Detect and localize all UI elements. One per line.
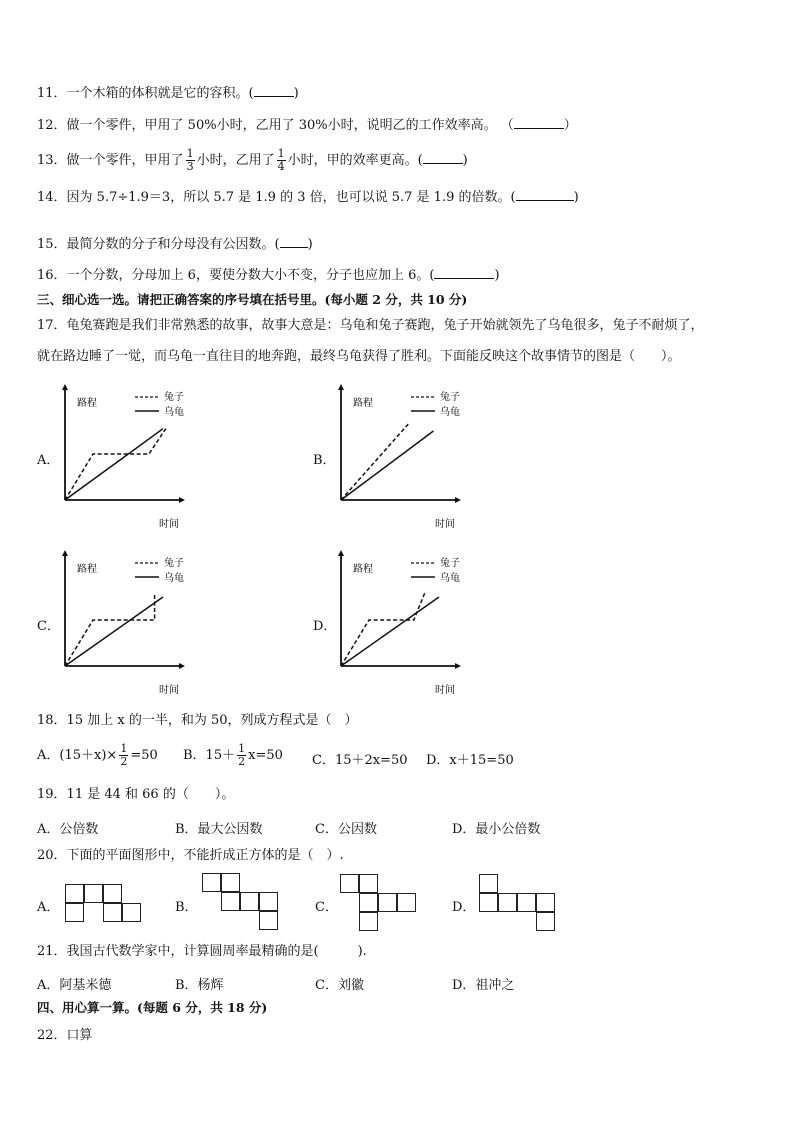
question-18: 18．15 加上 x 的一半，和为 50，列成方程式是（ ）: [37, 713, 358, 728]
net-square: [221, 873, 240, 892]
option-a[interactable]: A．公倍数: [37, 822, 99, 837]
x-axis-arrow: [455, 497, 461, 503]
fraction-one-quarter: $\frac{1}{4}$: [277, 147, 285, 173]
race-chart: [313, 548, 463, 698]
answer-blank[interactable]: [254, 84, 294, 97]
option-d[interactable]: D．x＋15=50: [426, 753, 514, 768]
tortoise-series-line: [65, 429, 163, 500]
question-19: 19．11 是 44 和 66 的（ ）。: [37, 787, 235, 802]
question-text: 一个分数，分母加上 6，要使分数大小不变，分子也应加上 6。(: [66, 268, 435, 283]
question-22: 22．口算: [37, 1028, 93, 1043]
answer-blank[interactable]: [280, 235, 308, 248]
question-text: 最简分数的分子和分母没有公因数。(: [66, 237, 280, 252]
section-heading-4: 四、用心算一算。(每题 6 分，共 18 分): [37, 1000, 268, 1015]
option-b[interactable]: B．最大公因数: [175, 822, 263, 837]
net-square: [84, 884, 103, 903]
x-axis-label: 时间: [159, 519, 179, 530]
net-square: [340, 874, 359, 893]
tortoise-series-line: [341, 597, 439, 666]
option-d[interactable]: D．最小公倍数: [452, 822, 541, 837]
net-square: [397, 893, 416, 912]
x-axis-label: 时间: [435, 519, 455, 530]
question-15: 15．最简分数的分子和分母没有公因数。( ): [37, 237, 313, 252]
x-axis-arrow: [179, 663, 185, 669]
y-axis-arrow: [62, 384, 68, 390]
legend-label-tortoise: 乌龟: [440, 573, 460, 584]
answer-blank[interactable]: [516, 188, 574, 201]
question-17-line2: 就在路边睡了一觉，而乌龟一直往目的地奔跑，最终乌龟获得了胜利。下面能反映这个故事情节的图是（ ）。: [37, 349, 681, 364]
y-axis-label: 路程: [353, 398, 373, 409]
net-square: [65, 884, 84, 903]
question-20: 20．下面的平面图形中，不能折成正方体的是（ ）.: [37, 848, 344, 863]
legend-label-rabbit: 兔子: [440, 392, 460, 403]
option-d[interactable]: D．祖冲之: [452, 978, 515, 993]
legend-label-rabbit: 兔子: [164, 392, 184, 403]
option-a-label[interactable]: A．: [37, 900, 60, 915]
legend-label-rabbit: 兔子: [440, 558, 460, 569]
option-a[interactable]: A．阿基米德: [37, 978, 112, 993]
net-square: [240, 892, 259, 911]
net-square: [122, 903, 141, 922]
legend-label-tortoise: 乌龟: [164, 573, 184, 584]
question-number: 15．: [37, 237, 67, 252]
y-axis-arrow: [62, 550, 68, 556]
rabbit-series-line: [341, 592, 425, 666]
y-axis-label: 路程: [77, 398, 97, 409]
net-square: [359, 912, 378, 931]
net-square: [479, 874, 498, 893]
legend-label-tortoise: 乌龟: [164, 407, 184, 418]
fraction-one-third: $\frac{1}{3}$: [186, 147, 194, 173]
tortoise-series-line: [341, 431, 433, 500]
net-square: [536, 893, 555, 912]
race-chart: [313, 382, 463, 532]
net-square: [65, 903, 84, 922]
question-13: 13．做一个零件，甲用了 $\frac{1}{3}$ 小时，乙用了 $\frac{1}{4}$ 小时，甲的效率更高。( ): [37, 147, 468, 173]
x-axis-arrow: [455, 663, 461, 669]
question-number: 13．: [37, 153, 67, 168]
net-square: [517, 893, 536, 912]
question-11: 11．一个木箱的体积就是它的容积。( ): [37, 86, 299, 101]
question-text: 一个木箱的体积就是它的容积。(: [66, 86, 254, 101]
net-square: [259, 911, 278, 930]
net-square: [378, 893, 397, 912]
answer-blank[interactable]: [434, 266, 494, 279]
net-square: [479, 893, 498, 912]
option-c[interactable]: C．15＋2x=50: [312, 753, 408, 768]
option-b-label[interactable]: B．: [175, 900, 198, 915]
chart-option-label[interactable]: C．: [37, 619, 60, 634]
option-c[interactable]: C．刘徽: [315, 978, 364, 993]
question-text: 做一个零件，甲用了 50%小时，乙用了 30%小时，说明乙的工作效率高。 （: [66, 118, 514, 133]
net-square: [359, 893, 378, 912]
x-axis-label: 时间: [435, 685, 455, 696]
option-c[interactable]: C．公因数: [315, 822, 377, 837]
question-12: 12．做一个零件，甲用了 50%小时，乙用了 30%小时，说明乙的工作效率高。 （ ）: [37, 118, 577, 133]
x-axis-arrow: [179, 497, 185, 503]
legend-label-rabbit: 兔子: [164, 558, 184, 569]
answer-blank[interactable]: [423, 151, 463, 164]
net-square: [359, 874, 378, 893]
net-square: [103, 884, 122, 903]
y-axis-label: 路程: [353, 564, 373, 575]
question-14: 14．因为 5.7÷1.9＝3，所以 5.7 是 1.9 的 3 倍，也可以说 5.7 是 1.9 的倍数。( ): [37, 190, 579, 205]
y-axis-label: 路程: [77, 564, 97, 575]
y-axis-arrow: [338, 550, 344, 556]
net-square: [221, 892, 240, 911]
answer-blank[interactable]: [514, 116, 564, 129]
y-axis-arrow: [338, 384, 344, 390]
question-number: 14．: [37, 190, 67, 205]
legend-label-tortoise: 乌龟: [440, 407, 460, 418]
rabbit-series-line: [65, 595, 155, 666]
rabbit-series-line: [341, 424, 408, 500]
option-d-label[interactable]: D．: [452, 900, 476, 915]
question-21: 21．我国古代数学家中，计算圆周率最精确的是( ).: [37, 944, 367, 959]
net-square: [103, 903, 122, 922]
option-b[interactable]: B．15＋ $\frac{1}{2}$ x=50: [183, 742, 283, 768]
question-number: 11．: [37, 86, 67, 101]
question-17-line1: 17．龟兔赛跑是我们非常熟悉的故事，故事大意是：乌龟和兔子赛跑，兔子开始就领先了乌龟很多，兔子不耐烦了，: [37, 318, 704, 333]
chart-option-label[interactable]: D．: [313, 619, 337, 634]
question-text: 因为 5.7÷1.9＝3，所以 5.7 是 1.9 的 3 倍，也可以说 5.7 是 1.9 的倍数。(: [66, 190, 516, 205]
x-axis-label: 时间: [159, 685, 179, 696]
question-16: 16．一个分数，分母加上 6，要使分数大小不变，分子也应加上 6。( ): [37, 268, 500, 283]
option-c-label[interactable]: C．: [315, 900, 338, 915]
race-chart: [37, 382, 187, 532]
question-number: 12．: [37, 118, 67, 133]
option-b[interactable]: B．杨辉: [175, 978, 224, 993]
tortoise-series-line: [65, 597, 163, 666]
question-number: 16．: [37, 268, 67, 283]
net-square: [202, 873, 221, 892]
chart-option-label[interactable]: A．: [37, 453, 60, 468]
race-chart: [37, 548, 187, 698]
option-a[interactable]: A．(15＋x)× $\frac{1}{2}$ =50: [37, 742, 158, 768]
section-heading-3: 三、细心选一选。请把正确答案的序号填在括号里。(每小题 2 分，共 10 分): [37, 292, 468, 307]
chart-option-label[interactable]: B．: [313, 453, 336, 468]
net-square: [259, 892, 278, 911]
net-square: [536, 912, 555, 931]
net-square: [498, 893, 517, 912]
